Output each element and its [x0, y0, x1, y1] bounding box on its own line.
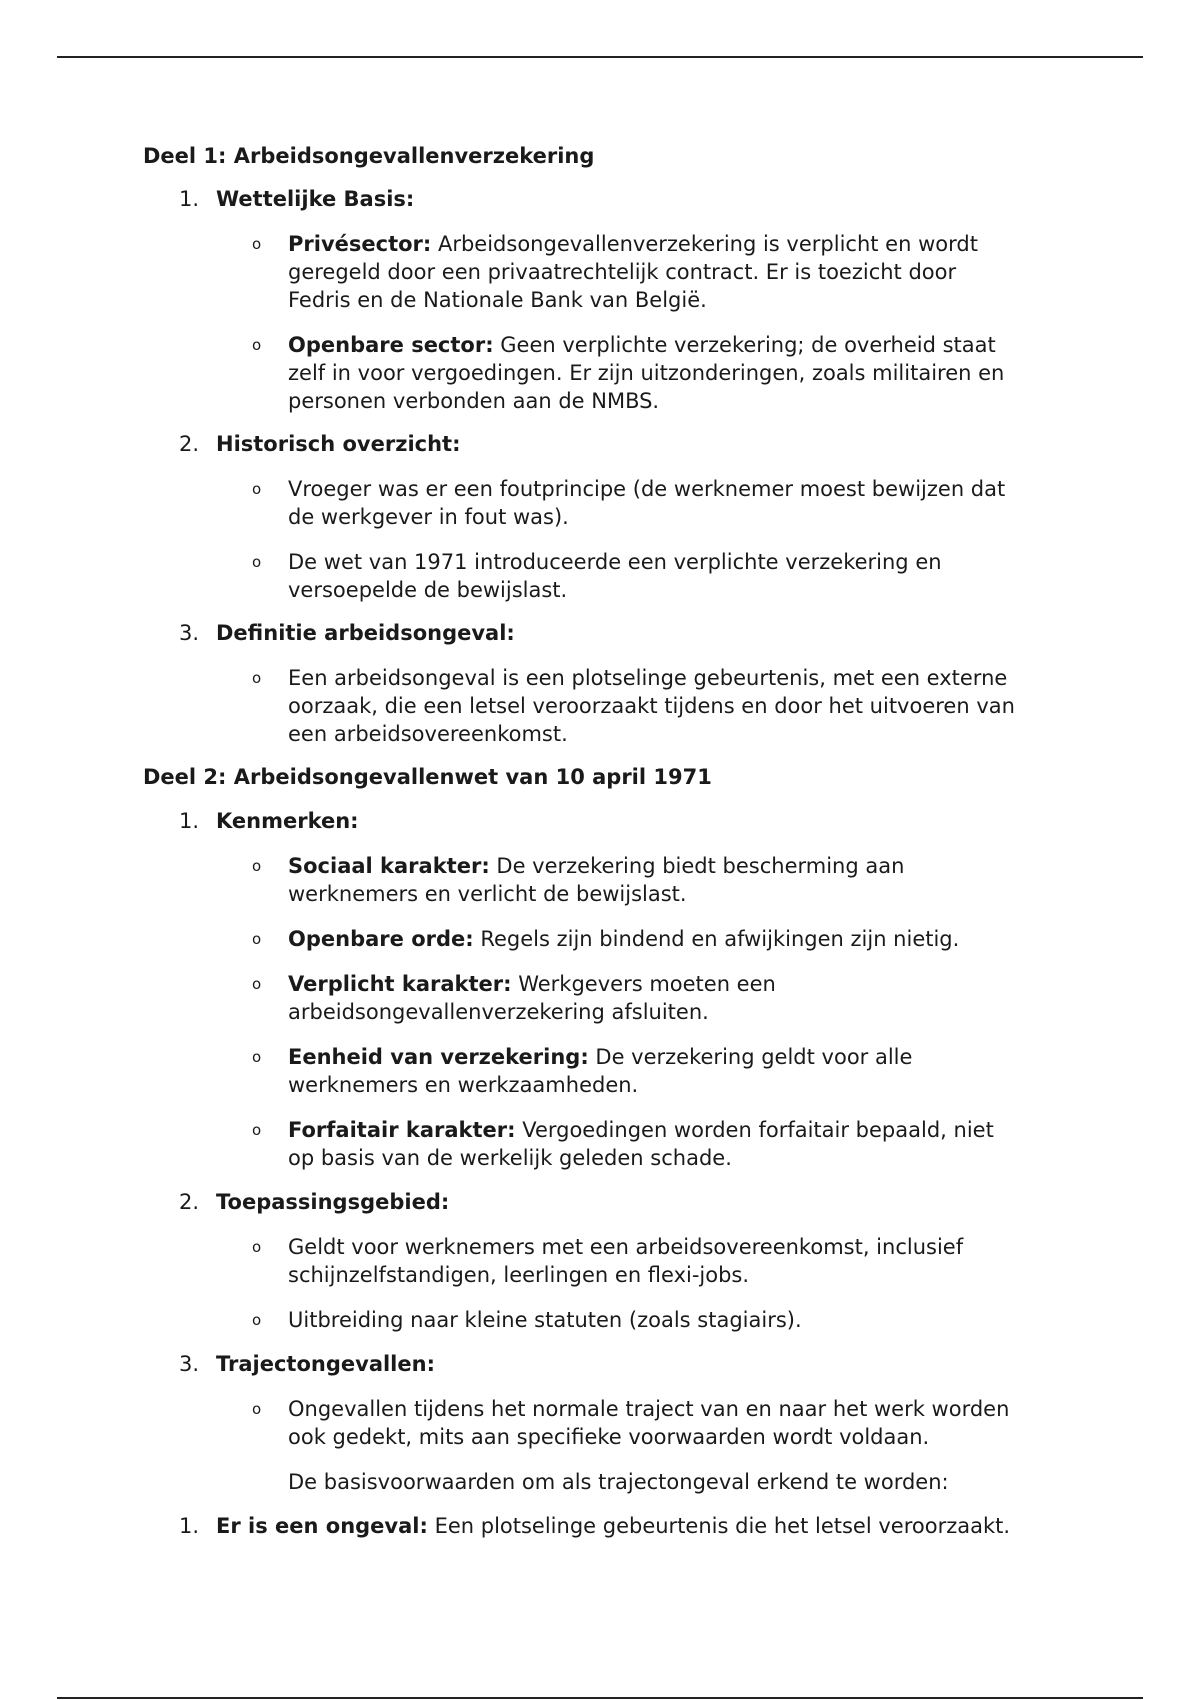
item-title-text: Een plotselinge gebeurtenis die het letsel veroorzaakt. [427, 1514, 1011, 1538]
list-item-text: De verzekering biedt bescherming aan [489, 854, 905, 878]
paragraph-note: De basisvoorwaarden om als trajectongeval erkend te worden: [288, 1470, 949, 1494]
list-item [288, 853, 904, 879]
item-title-label: Er is een ongeval: [216, 1514, 428, 1538]
list-item-text: ook gedekt, mits aan specifieke voorwaarden wordt voldaan. [288, 1425, 930, 1449]
bullet-icon: o [252, 1121, 262, 1139]
bullet-icon: o [252, 1400, 262, 1418]
list-item-label: Openbare sector: [288, 333, 494, 357]
list-item-text: Geldt voor werknemers met een arbeidsovereenkomst, inclusief [288, 1235, 964, 1259]
item-title [216, 1513, 1010, 1539]
list-item-text: Ongevallen tijdens het normale traject van en naar het werk worden [288, 1397, 1010, 1421]
bullet-icon: o [252, 235, 262, 253]
item-title: Wettelijke Basis: [216, 187, 415, 211]
item-number: 1. [179, 1514, 200, 1538]
item-title: Trajectongevallen: [216, 1352, 435, 1376]
bullet-icon: o [252, 669, 262, 687]
bullet-icon: o [252, 553, 262, 571]
bullet-icon: o [252, 1238, 262, 1256]
list-item-text: Arbeidsongevallenverzekering is verplicht en wordt [431, 232, 978, 256]
list-item [288, 926, 959, 952]
list-item-label: Eenheid van verzekering: [288, 1045, 589, 1069]
list-item-label: Openbare orde: [288, 927, 474, 951]
list-item-text: arbeidsongevallenverzekering afsluiten. [288, 1000, 709, 1024]
list-item [288, 971, 776, 997]
list-item-text: Een arbeidsongeval is een plotselinge gebeurtenis, met een externe [288, 666, 1008, 690]
list-item-text: de werkgever in fout was). [288, 505, 569, 529]
item-number: 2. [179, 432, 200, 456]
item-number: 3. [179, 621, 200, 645]
list-item-text: Werkgevers moeten een [511, 972, 776, 996]
list-item-text: De wet van 1971 introduceerde een verplichte verzekering en [288, 550, 942, 574]
bottom-rule [57, 1697, 1143, 1699]
bullet-icon: o [252, 975, 262, 993]
list-item-text: schijnzelfstandigen, leerlingen en flexi-jobs. [288, 1263, 750, 1287]
item-title: Definitie arbeidsongeval: [216, 621, 515, 645]
item-number: 3. [179, 1352, 200, 1376]
bullet-icon: o [252, 930, 262, 948]
list-item-text: een arbeidsovereenkomst. [288, 722, 568, 746]
list-item-label: Forfaitair karakter: [288, 1118, 516, 1142]
list-item-text: De verzekering geldt voor alle [588, 1045, 913, 1069]
bullet-icon: o [252, 1311, 262, 1329]
list-item-text: oorzaak, die een letsel veroorzaakt tijdens en door het uitvoeren van [288, 694, 1015, 718]
section-heading: Deel 1: Arbeidsongevallenverzekering [143, 144, 595, 168]
list-item-text: personen verbonden aan de NMBS. [288, 389, 660, 413]
top-rule [57, 56, 1143, 58]
list-item-label: Verplicht karakter: [288, 972, 512, 996]
list-item-text: Regels zijn bindend en afwijkingen zijn nietig. [473, 927, 960, 951]
list-item-label: Sociaal karakter: [288, 854, 490, 878]
section-heading: Deel 2: Arbeidsongevallenwet van 10 april 1971 [143, 765, 712, 789]
bullet-icon: o [252, 336, 262, 354]
list-item [288, 1117, 994, 1143]
list-item-text: werknemers en werkzaamheden. [288, 1073, 639, 1097]
list-item-text: versoepelde de bewijslast. [288, 578, 568, 602]
bullet-icon: o [252, 1048, 262, 1066]
item-title: Historisch overzicht: [216, 432, 461, 456]
list-item [288, 332, 996, 358]
list-item-text: Uitbreiding naar kleine statuten (zoals stagiairs). [288, 1308, 802, 1332]
item-number: 1. [179, 809, 200, 833]
item-title: Kenmerken: [216, 809, 359, 833]
list-item-text: Fedris en de Nationale Bank van België. [288, 288, 707, 312]
bullet-icon: o [252, 480, 262, 498]
list-item-text: Vergoedingen worden forfaitair bepaald, niet [515, 1118, 994, 1142]
list-item-text: op basis van de werkelijk geleden schade. [288, 1146, 732, 1170]
list-item [288, 1044, 912, 1070]
list-item-text: zelf in voor vergoedingen. Er zijn uitzonderingen, zoals militairen en [288, 361, 1005, 385]
item-title: Toepassingsgebied: [216, 1190, 450, 1214]
list-item-text: werknemers en verlicht de bewijslast. [288, 882, 687, 906]
list-item-text: geregeld door een privaatrechtelijk contract. Er is toezicht door [288, 260, 957, 284]
list-item-label: Privésector: [288, 232, 432, 256]
list-item-text: Vroeger was er een foutprincipe (de werknemer moest bewijzen dat [288, 477, 1006, 501]
list-item [288, 231, 978, 257]
item-number: 1. [179, 187, 200, 211]
list-item-text: Geen verplichte verzekering; de overheid staat [493, 333, 996, 357]
item-number: 2. [179, 1190, 200, 1214]
bullet-icon: o [252, 857, 262, 875]
